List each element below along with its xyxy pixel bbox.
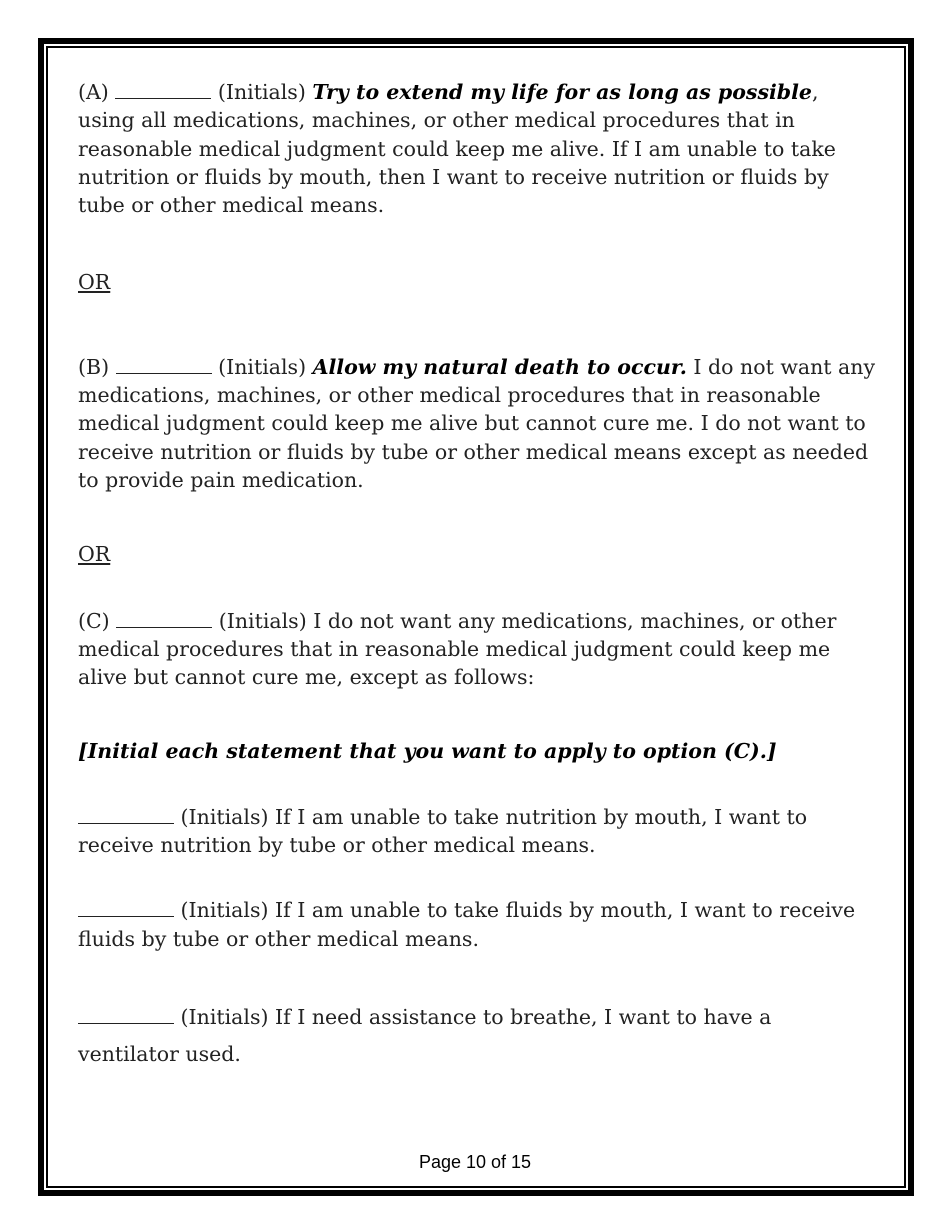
option-c-instruction: [Initial each statement that you want to apply to option (C).] [78, 739, 777, 764]
option-b-initials-line[interactable] [116, 355, 212, 374]
statement-nutrition [78, 803, 878, 860]
page-number: Page 10 of 15 [418, 1152, 532, 1172]
option-a-initials-label: (Initials) [217, 80, 306, 104]
statement-ventilator-initials-line[interactable] [78, 1005, 174, 1024]
option-b-label: (B) [78, 354, 110, 379]
statement-nutrition-text: If I am unable to take nutrition by mouth, I want to receive nutrition by tube or other medical means. [78, 804, 808, 858]
statement-ventilator-initials-label: (Initials) [180, 1004, 269, 1029]
option-c-initials-line[interactable] [116, 609, 212, 628]
statement-nutrition-initials-line[interactable] [78, 805, 174, 824]
option-a-text: , using all medications, machines, or other medical procedures that in reasonable medical judgment could keep me alive. If I am unable to take nutrition or fluids by mouth, then I want to receive nutrition or fluids by tube or other medical means. [78, 80, 836, 218]
statement-fluids-initials-line[interactable] [78, 898, 174, 917]
option-a-label: (A) [78, 80, 109, 104]
statement-fluids-text: If I am unable to take fluids by mouth, I want to receive fluids by tube or other medical means. [78, 898, 856, 951]
or-separator-2: OR [78, 542, 111, 567]
option-b-initials-label: (Initials) [218, 354, 307, 379]
option-c-text: I do not want any medications, machines, or other medical procedures that in reasonable medical judgment could keep me alive but cannot cure me, except as follows: [78, 608, 837, 690]
option-c-initials-label: (Initials) [218, 608, 307, 633]
option-b-text: I do not want any medications, machines, or other medical procedures that in reasonable medical judgment could keep me alive but cannot cure me. I do not want to receive nutrition or fluids by tube or other medical means except as needed to provide pain medication. [78, 354, 876, 492]
statement-nutrition-initials-label: (Initials) [180, 804, 269, 829]
option-b [78, 353, 878, 494]
option-a [78, 78, 878, 219]
option-c-label: (C) [78, 608, 110, 633]
option-a-initials-line[interactable] [115, 80, 211, 99]
option-a-emphasis: Try to extend my life for as long as possible [312, 80, 812, 104]
document-body [78, 78, 878, 1073]
statement-ventilator-text: If I need assistance to breathe, I want to have a ventilator used. [78, 1004, 772, 1066]
statement-fluids-initials-label: (Initials) [180, 898, 269, 923]
statement-ventilator [78, 999, 878, 1073]
or-separator-1: OR [78, 270, 111, 295]
statement-fluids [78, 896, 878, 953]
option-c [78, 607, 878, 692]
option-b-emphasis: Allow my natural death to occur. [312, 354, 687, 379]
